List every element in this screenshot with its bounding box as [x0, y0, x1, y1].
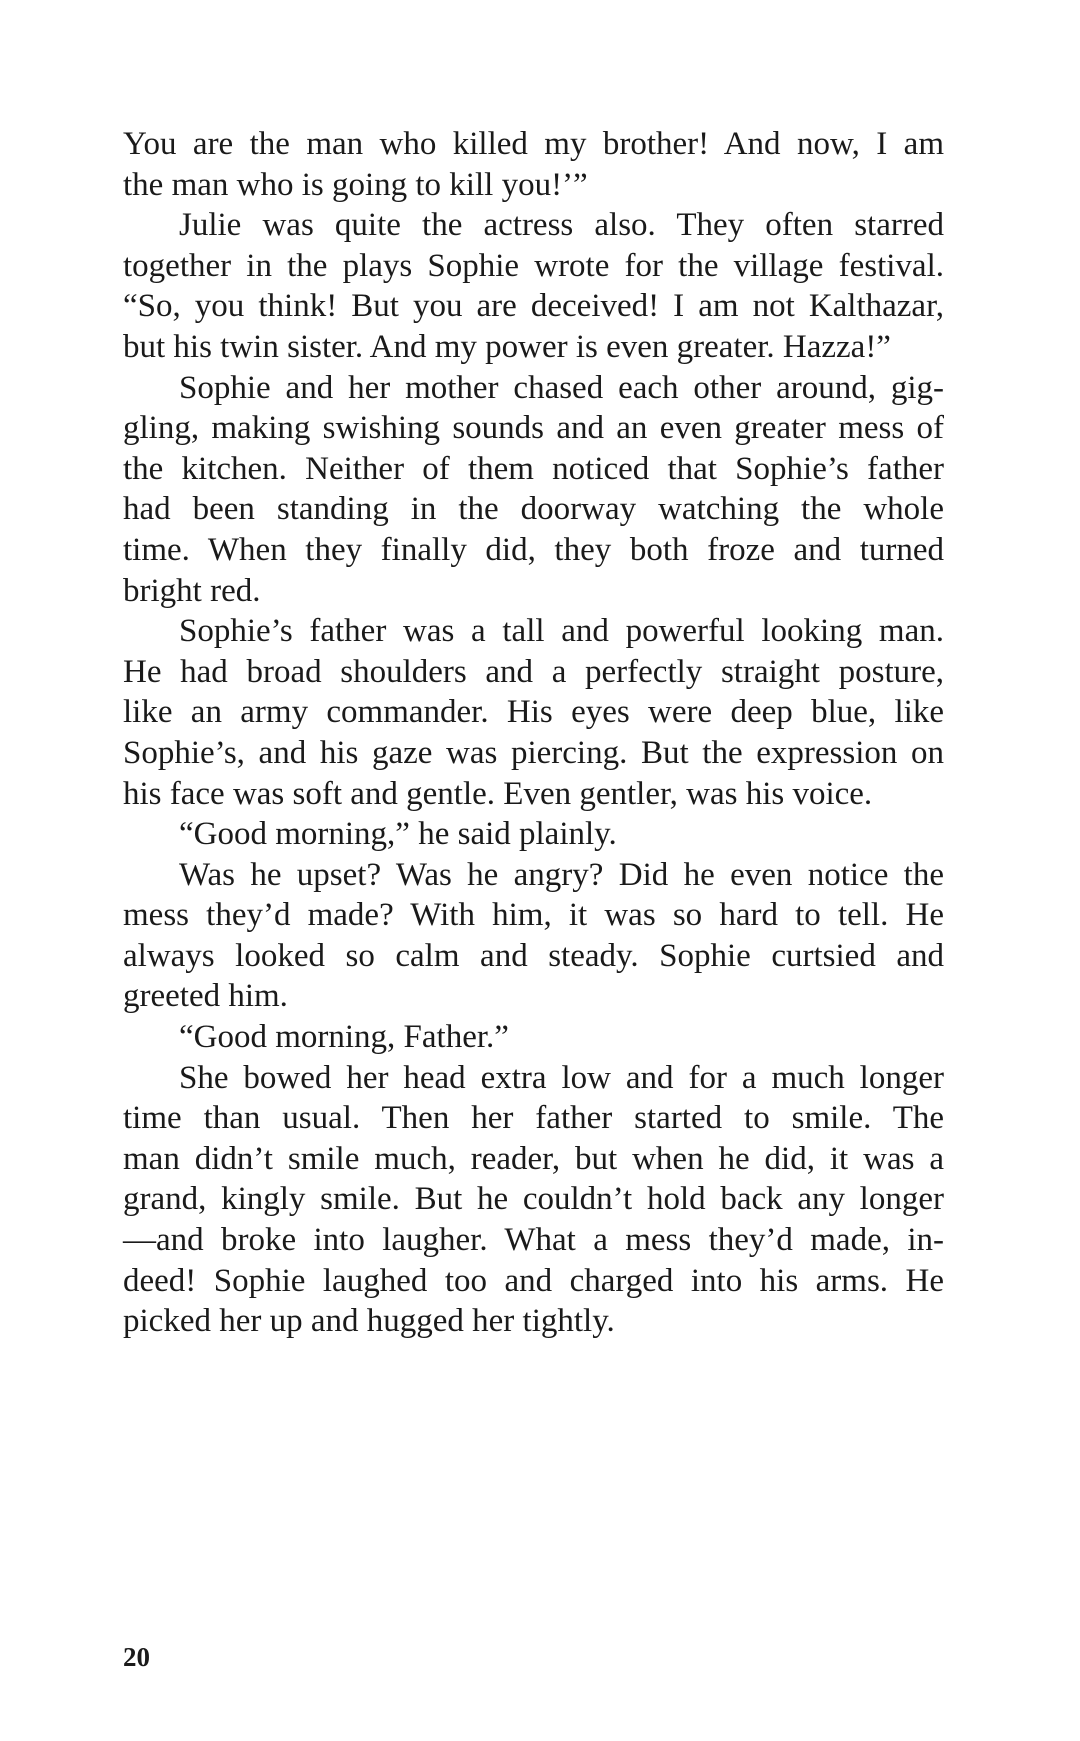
text-line: He had broad shoulders and a perfectly straight posture,	[123, 653, 944, 690]
text-line: bright red.	[123, 572, 261, 609]
text-line: always looked so calm and steady. Sophie curtsied and	[123, 937, 944, 974]
text-line: Sophie’s father was a tall and powerful looking man.	[179, 613, 944, 650]
text-line: gling, making swishing sounds and an even greater mess of	[123, 410, 944, 447]
text-line: like an army commander. His eyes were deep blue, like	[123, 694, 944, 731]
text-line: man didn’t smile much, reader, but when he did, it was a	[123, 1140, 944, 1177]
text-line: the kitchen. Neither of them noticed that Sophie’s father	[123, 450, 944, 487]
text-line: Sophie and her mother chased each other around, gig-	[179, 369, 944, 406]
text-line: the man who is going to kill you!’”	[123, 166, 588, 203]
text-line: You are the man who killed my brother! And now, I am	[123, 126, 944, 162]
text-line: grand, kingly smile. But he couldn’t hold back any longer	[123, 1181, 944, 1218]
text-line: time than usual. Then her father started to smile. The	[123, 1100, 944, 1137]
text-line: picked her up and hugged her tightly.	[123, 1303, 615, 1340]
text-line: his face was soft and gentle. Even gentler, was his voice.	[123, 775, 873, 812]
text-line: Sophie’s, and his gaze was piercing. But the expression on	[123, 734, 944, 771]
text-line: time. When they finally did, they both froze and turned	[123, 531, 944, 568]
text-line: Was he upset? Was he angry? Did he even notice the	[179, 856, 944, 893]
text-line: had been standing in the doorway watching the whole	[123, 491, 944, 528]
page-number: 20	[123, 1642, 150, 1672]
text-line: “So, you think! But you are deceived! I am not Kalthazar,	[123, 288, 944, 325]
text-line: but his twin sister. And my power is even greater. Hazza!”	[123, 328, 891, 365]
body-text	[123, 124, 944, 1342]
text-line: greeted him.	[123, 978, 288, 1015]
text-line: mess they’d made? With him, it was so hard to tell. He	[123, 897, 944, 934]
text-line: “Good morning,” he said plainly.	[179, 816, 617, 853]
text-line: deed! Sophie laughed too and charged into his arms. He	[123, 1262, 944, 1299]
text-line: She bowed her head extra low and for a much longer	[179, 1059, 944, 1096]
text-line: together in the plays Sophie wrote for the village festival.	[123, 247, 944, 284]
text-line: Julie was quite the actress also. They often starred	[179, 207, 944, 244]
text-line: “Good morning, Father.”	[179, 1019, 509, 1056]
text-line: —and broke into laugher. What a mess they’d made, in-	[123, 1222, 944, 1259]
